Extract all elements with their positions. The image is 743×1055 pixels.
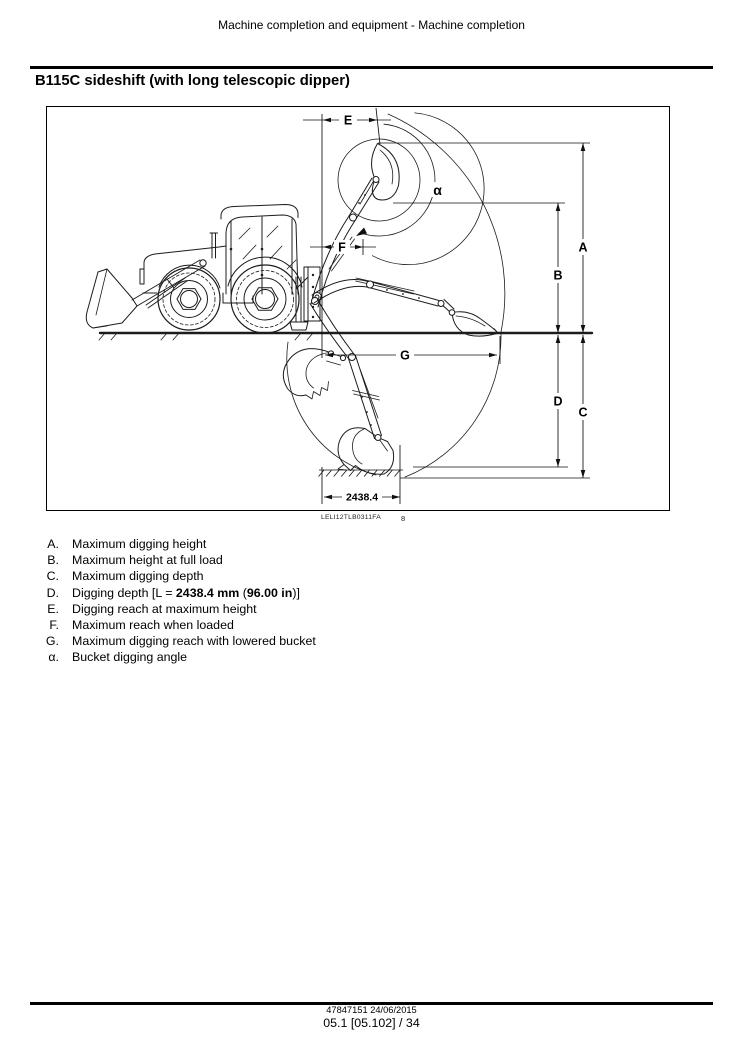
- dim-label-e: E: [343, 113, 353, 128]
- legend-key: G.: [45, 634, 59, 649]
- backhoe-arm-extended: [312, 278, 499, 336]
- backhoe-diagram: [47, 107, 669, 510]
- legend-text: Digging reach at maximum height: [72, 601, 257, 616]
- header-rule: [30, 66, 713, 69]
- caption-code: LELI12TLB0311FA: [321, 514, 381, 521]
- dim-label-f: F: [338, 240, 346, 255]
- legend: [45, 536, 316, 666]
- figure-frame: [46, 106, 670, 511]
- dim-label-alpha: α: [433, 182, 442, 198]
- legend-item: [45, 649, 316, 665]
- legend-key: E.: [47, 601, 59, 616]
- legend-item: [45, 601, 316, 617]
- legend-item: [45, 552, 316, 568]
- tractor-art: [86, 205, 592, 341]
- legend-text: Maximum height at full load: [72, 553, 223, 568]
- lowered-bucket: [283, 349, 345, 399]
- legend-item: [45, 633, 316, 649]
- figure-caption: [321, 514, 405, 523]
- legend-text: Maximum reach when loaded: [72, 618, 234, 633]
- legend-text: Maximum digging depth: [72, 569, 204, 584]
- legend-text: Maximum digging reach with lowered bucket: [72, 634, 316, 649]
- legend-key: C.: [46, 569, 59, 584]
- legend-text: Bucket digging angle: [72, 650, 188, 665]
- dim-label-c: C: [578, 405, 588, 420]
- legend-text: Digging depth [L = 2438.4 mm (96.00 in)]: [72, 585, 300, 600]
- legend-text: Maximum digging height: [72, 537, 207, 551]
- legend-item: [45, 585, 316, 601]
- backhoe-arm-raised: [311, 144, 399, 308]
- rear-wheel: [231, 265, 299, 333]
- footer-page-ref: 05.1 [05.102] / 34: [323, 1016, 420, 1030]
- dim-label-g: G: [400, 348, 410, 363]
- legend-key: A.: [47, 537, 59, 551]
- backhoe-arm-digging: [283, 300, 393, 475]
- footer-doc-ref: 47847151 24/06/2015: [326, 1005, 417, 1015]
- dim-label-bottom-width: 2438.4: [345, 491, 379, 504]
- legend-item: [45, 568, 316, 584]
- legend-key: α.: [48, 650, 59, 665]
- dimension-lines: [303, 108, 590, 504]
- caption-number: 8: [400, 514, 406, 523]
- dim-label-b: B: [553, 268, 563, 283]
- legend-key: D.: [46, 585, 59, 600]
- legend-key: B.: [47, 553, 59, 568]
- alpha-arc-arrow: [356, 228, 367, 237]
- legend-key: F.: [49, 618, 59, 633]
- legend-item: [45, 536, 316, 552]
- page-header: Machine completion and equipment - Machine completion: [218, 18, 525, 32]
- legend-item: [45, 617, 316, 633]
- page-title: B115C sideshift (with long telescopic dipper): [35, 73, 350, 89]
- front-wheel: [158, 268, 220, 330]
- dim-label-a: A: [578, 240, 588, 255]
- dim-label-d: D: [553, 394, 563, 409]
